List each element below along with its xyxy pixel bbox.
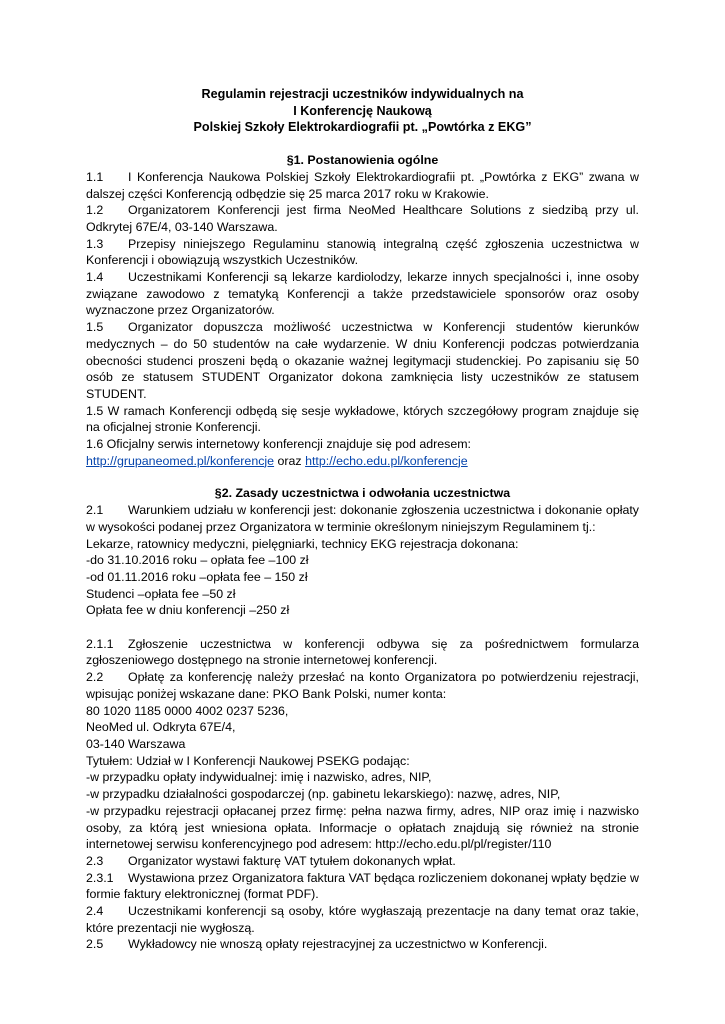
- link-echo[interactable]: http://echo.edu.pl/konferencje: [305, 453, 468, 468]
- paragraph-number: 1.5: [86, 320, 104, 335]
- link-grupaneomed[interactable]: http://grupaneomed.pl/konferencje: [86, 453, 275, 468]
- paragraph-text: Przepisy niniejszego Regulaminu stanowią integralną część zgłoszenia uczestnictwa w Konferencji i obowiązują wszystkich Uczestników.: [86, 236, 639, 268]
- paragraph-number: 1.3: [86, 236, 104, 251]
- paragraph-2-4: [86, 903, 639, 936]
- website-links: [86, 453, 639, 470]
- paragraph-number: 1.2: [86, 203, 104, 218]
- paragraph-number: 2.1: [86, 503, 104, 518]
- paragraph-1-4: [86, 269, 639, 319]
- document-title: [86, 86, 639, 136]
- blank-line: [86, 619, 639, 636]
- paragraph-text: Organizator dopuszcza możliwość uczestnictwa w Konferencji studentów kierunków medycznych – do 50 studentów na całe wydarzenie. W dniu Konferencji podczas potwierdzania obecności studenci proszeni będą o okazanie ważnej legitymacji studenckiej. Po zapisaniu się 50 osób ze statusem STUDENT Organizator dokona zamknięcia listy uczestników ze statusem STUDENT.: [86, 320, 639, 401]
- paragraph-1-3: [86, 236, 639, 269]
- paragraph-text: Organizator wystawi fakturę VAT tytułem dokonanych wpłat.: [128, 853, 456, 868]
- fee-line-4: Opłata fee w dniu konferencji –250 zł: [86, 603, 290, 618]
- fee-line-3: Studenci –opłata fee –50 zł: [86, 586, 236, 601]
- paragraph-number: 2.1.1: [86, 636, 114, 651]
- paragraph-number: 2.5: [86, 937, 104, 952]
- paragraph-number: 2.4: [86, 904, 104, 919]
- paragraph-text: Organizatorem Konferencji jest firma NeoMed Healthcare Solutions z siedzibą przy ul. Odkrytej 67E/4, 03-140 Warszawa.: [86, 203, 639, 234]
- paragraph-text: Opłatę za konferencję należy przesłać na konto Organizatora po potwierdzeniu rejestracji, wpisując poniżej wskazane dane: PKO Bank Polski, numer konta:: [86, 670, 639, 701]
- paragraph-2-5: [86, 936, 639, 953]
- fee-line-1: -do 31.10.2016 roku – opłata fee –100 zł: [86, 553, 309, 568]
- title-line-3: Polskiej Szkoły Elektrokardiografii pt. „Powtórka z EKG”: [193, 120, 532, 135]
- paragraph-1-6: 1.6 Oficjalny serwis internetowy konferencji znajduje się pod adresem:: [86, 437, 471, 452]
- transfer-case-2: -w przypadku działalności gospodarczej (np. gabinetu lekarskiego): nazwę, adres, NIP,: [86, 787, 561, 802]
- fees-intro: Lekarze, ratownicy medyczni, pielęgniarki, technicy EKG rejestracja dokonana:: [86, 536, 519, 551]
- section-1-heading: §1. Postanowienia ogólne: [286, 153, 439, 168]
- bank-account: 80 1020 1185 0000 4002 0237 5236,: [86, 703, 289, 718]
- paragraph-text: Wystawiona przez Organizatora faktura VAT będąca rozliczeniem dokonanej wpłaty będzie w formie faktury elektronicznej (format PDF).: [86, 870, 639, 902]
- paragraph-1-1: [86, 169, 639, 202]
- fee-line-2: -od 01.11.2016 roku –opłata fee – 150 zł: [86, 569, 308, 584]
- transfer-case-3: -w przypadku rejestracji opłacanej przez firmę: pełna nazwa firmy, adres, NIP oraz imię i nazwisko osoby, za którą jest wniesiona opłata. Informacje o opłatach znajdują się również na stronie internetowej serwisu konferencyjnego pod adresem: http://echo.edu.pl/pl/register/110: [86, 803, 639, 852]
- paragraph-number: 1.4: [86, 270, 104, 285]
- paragraph-1-2: [86, 202, 639, 235]
- title-line-2: I Konferencję Naukową: [293, 103, 432, 118]
- paragraph-2-1-1: [86, 636, 639, 669]
- paragraph-text: Wykładowcy nie wnoszą opłaty rejestracyjnej za uczestnictwo w Konferencji.: [128, 937, 548, 952]
- paragraph-text: Uczestnikami Konferencji są lekarze kardiolodzy, lekarze innych specjalności i, inne osoby związane zawodowo z tematyką Konferencji a także przedstawiciele sponsorów oraz osoby wyznaczone przez Organizatorów.: [86, 270, 639, 318]
- paragraph-text: I Konferencja Naukowa Polskiej Szkoły Elektrokardiografii pt. „Powtórka z EKG” zwana w dalszej części Konferencją odbędzie się 25 marca 2017 roku w Krakowie.: [86, 169, 639, 201]
- transfer-case-1: -w przypadku opłaty indywidualnej: imię i nazwisko, adres, NIP,: [86, 770, 432, 785]
- paragraph-1-5: [86, 319, 639, 403]
- paragraph-2-3-1: [86, 870, 639, 903]
- paragraph-2-1: [86, 502, 639, 535]
- link-separator: oraz: [277, 453, 302, 468]
- title-line-1: Regulamin rejestracji uczestników indywidualnych na: [201, 87, 524, 101]
- paragraph-text: Uczestnikami konferencji są osoby, które wygłaszają prezentacje na dany temat oraz takie, które prezentacji nie wygłoszą.: [86, 904, 639, 935]
- paragraph-number: 2.3.1: [86, 870, 114, 885]
- transfer-title: Tytułem: Udział w I Konferencji Naukowej PSEKG podając:: [86, 753, 410, 768]
- paragraph-text: Warunkiem udziału w konferencji jest: dokonanie zgłoszenia uczestnictwa i dokonanie opłaty w wysokości podanej przez Organizatora w terminie określonym niniejszym Regulaminem tj.:: [86, 503, 639, 534]
- address-line-1: NeoMed ul. Odkryta 67E/4,: [86, 720, 236, 735]
- document-page: [86, 86, 639, 953]
- paragraph-2-2: [86, 669, 639, 702]
- paragraph-1-5b: 1.5 W ramach Konferencji odbędą się sesje wykładowe, których szczegółowy program znajduje się na oficjalnej stronie Konferencji.: [86, 403, 639, 435]
- address-line-2: 03-140 Warszawa: [86, 737, 186, 751]
- paragraph-number: 2.2: [86, 670, 104, 685]
- paragraph-text: Zgłoszenie uczestnictwa w konferencji odbywa się za pośrednictwem formularza zgłoszeniowego dostępnego na stronie internetowej konferencji.: [86, 636, 639, 668]
- paragraph-number: 2.3: [86, 853, 104, 868]
- paragraph-number: 1.1: [86, 169, 104, 184]
- section-2-heading: §2. Zasady uczestnictwa i odwołania uczestnictwa: [214, 486, 511, 501]
- paragraph-2-3: [86, 853, 639, 870]
